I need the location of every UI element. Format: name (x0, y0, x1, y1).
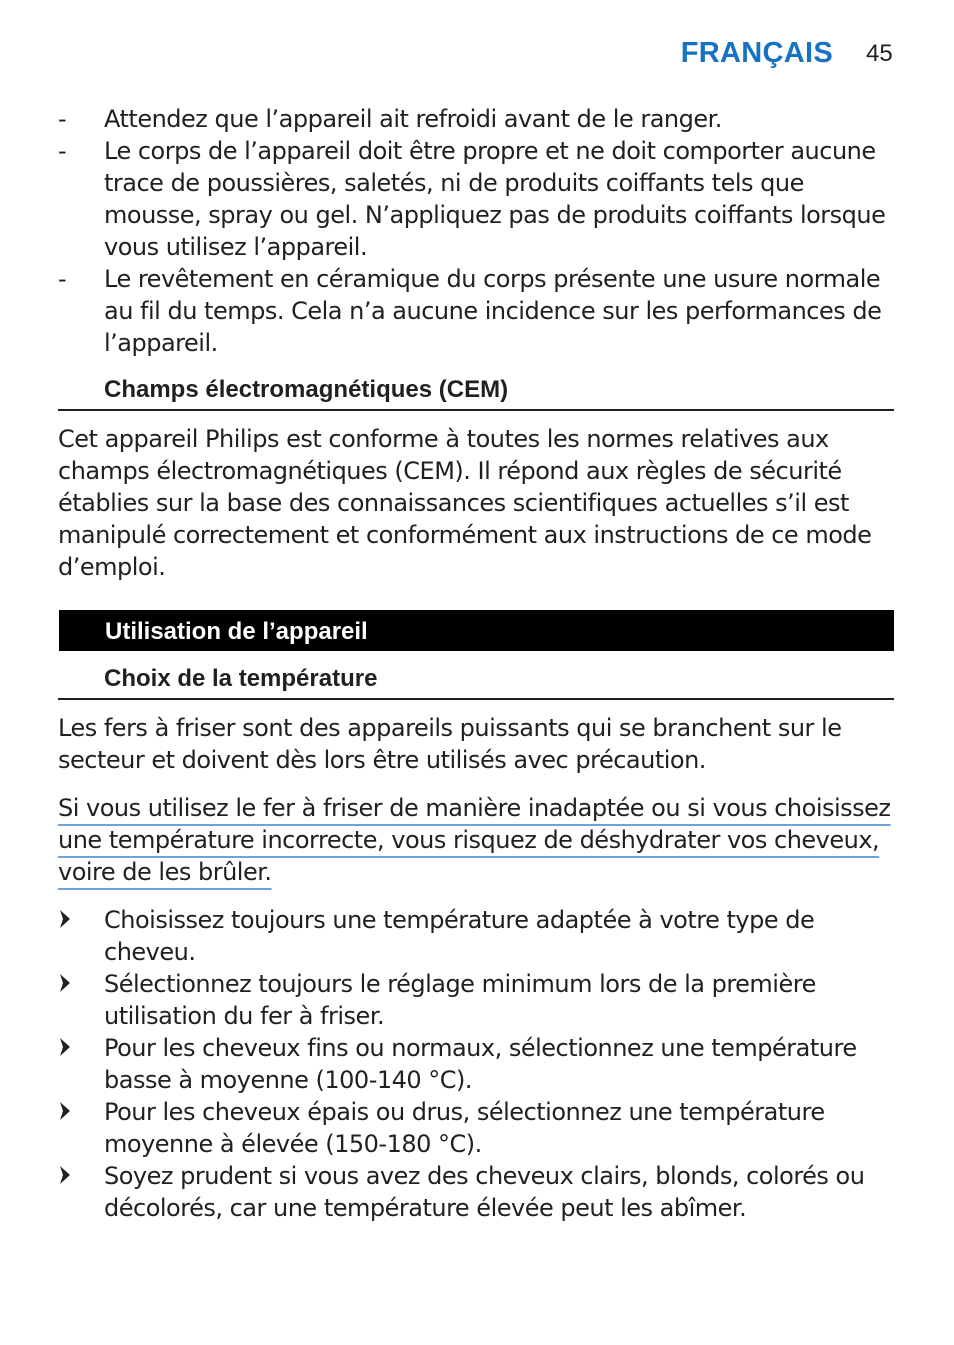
list-item-text: Le revêtement en céramique du corps présente une usure normale au fil du temps. Cela n’a aucune incidence sur les performances de l’appareil. (104, 265, 882, 357)
section-heading-usage (59, 610, 894, 651)
dash-mark: - (58, 105, 67, 133)
bullet-arrow-icon (60, 974, 70, 992)
temperature-bullets (58, 904, 894, 1224)
page-number: 45 (866, 40, 893, 67)
bullet-arrow-icon (60, 910, 70, 928)
list-item-text: Pour les cheveux épais ou drus, sélectionnez une température moyenne à élevée (150-180 °C). (104, 1098, 825, 1158)
cem-paragraph: Cet appareil Philips est conforme à toutes les normes relatives aux champs électromagnétiques (CEM). Il répond aux règles de sécurité établies sur la base des connaissances scientifiques actuelles s’il est manipulé correctement et conformément aux instructions de ce mode d’emploi. (58, 425, 872, 581)
warning-paragraph (58, 792, 898, 888)
storage-list (58, 103, 894, 359)
list-item (58, 103, 894, 135)
list-item (58, 1096, 894, 1160)
list-item (58, 1032, 894, 1096)
list-item-text: Attendez que l’appareil ait refroidi avant de le ranger. (104, 105, 722, 133)
section-heading-cem (58, 374, 894, 411)
subheading-temperature (58, 663, 894, 700)
bullet-arrow-icon (60, 1038, 70, 1056)
list-item-text: Sélectionnez toujours le réglage minimum lors de la première utilisation du fer à friser. (104, 970, 816, 1030)
list-item-text: Soyez prudent si vous avez des cheveux clairs, blonds, colorés ou décolorés, car une température élevée peut les abîmer. (104, 1162, 865, 1222)
list-item-text: Choisissez toujours une température adaptée à votre type de cheveu. (104, 906, 815, 966)
list-item-text: Le corps de l’appareil doit être propre et ne doit comporter aucune trace de poussières, saletés, ni de produits coiffants tels que mousse, spray ou gel. N’appliquez pas de produits coiffants lorsque vous utilisez l’appareil. (104, 137, 886, 261)
bullet-arrow-icon (60, 1166, 70, 1184)
list-item (58, 968, 894, 1032)
warning-text: Si vous utilisez le fer à friser de manière inadaptée ou si vous choisissez une température incorrecte, vous risquez de déshydrater vos cheveux, voire de les brûler. (58, 794, 891, 886)
language-label: FRANÇAIS (680, 37, 833, 69)
section-heading-text: Champs électromagnétiques (CEM) (104, 376, 509, 403)
list-item-text: Pour les cheveux fins ou normaux, sélectionnez une température basse à moyenne (100-140 °C). (104, 1034, 857, 1094)
section-heading-text: Utilisation de l’appareil (105, 618, 368, 645)
list-item (58, 135, 894, 263)
list-item (58, 263, 894, 359)
subheading-text: Choix de la température (104, 665, 378, 692)
bullet-arrow-icon (60, 1102, 70, 1120)
dash-mark: - (58, 137, 67, 165)
list-item (58, 904, 894, 968)
list-item (58, 1160, 894, 1224)
dash-mark: - (58, 265, 67, 293)
irons-paragraph: Les fers à friser sont des appareils puissants qui se branchent sur le secteur et doivent dès lors être utilisés avec précaution. (58, 714, 842, 774)
